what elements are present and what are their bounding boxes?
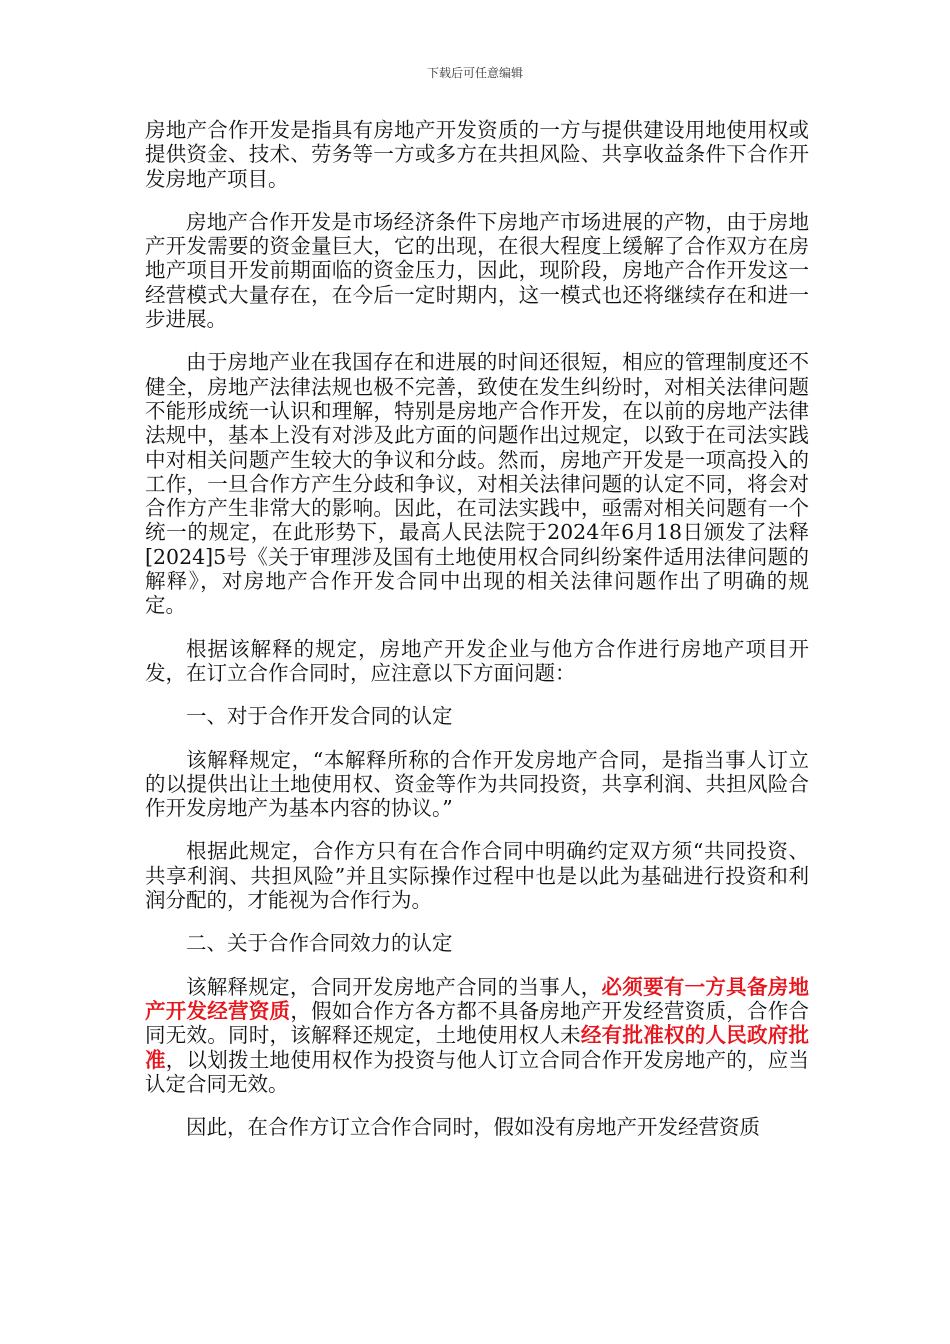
section-heading-1: 一、对于合作开发合同的认定 [186, 704, 453, 729]
paragraph-background: 房地产合作开发是市场经济条件下房地产市场进展的产物，由于房地产开发需要的资金量巨大，它的出现，在很大程度上缓解了合作双方在房地产项目开发前期面临的资金压力，因此，现阶段，房地产合作开发这一经营模式大量存在，在今后一定时期内，这一模式也还将继续存在和进一步进展。 [145, 209, 809, 332]
validity-text-2: ，假如合作方各方都不具备房地产开发经营资质，合作合同无效。同时，该解释还规定，土地使用权人未 [145, 998, 810, 1048]
highlight-qualification: 必须要有一方具备房地产开发经营资质 [145, 974, 810, 1023]
paragraph-conclusion: 因此，在合作方订立合作合同时，假如没有房地产开发经营资质 [186, 1115, 760, 1140]
highlight-government-approval: 经有批准权的人民政府批准 [145, 1023, 810, 1072]
section-heading-2: 二、关于合作合同效力的认定 [186, 931, 453, 956]
validity-text-3: ，以划拨土地使用权作为投资与他人订立合同合作开发房地产的，应当认定合同无效。 [145, 1047, 810, 1096]
paragraph-contract-validity [145, 975, 809, 1096]
page-header: 下载后可任意编辑 [426, 66, 523, 80]
validity-text-1: 该解释规定，合同开发房地产合同的当事人， [186, 974, 602, 999]
paragraph-contract-definition: 该解释规定，“本解释所称的合作开发房地产合同，是指当事人订立的以提供出让土地使用权、资金等作为共同投资，共享利润、共担风险合作开发房地产为基本内容的协议。” [145, 747, 809, 821]
paragraph-intro-issues: 根据该解释的规定，房地产开发企业与他方合作进行房地产项目开发，在订立合作合同时，应注意以下方面问题： [145, 636, 809, 685]
paragraph-cooperation-criteria: 根据此规定，合作方只有在合作合同中明确约定双方须“共同投资、共享利润、共担风险”并且实际操作过程中也是以此为基础进行投资和利润分配的，才能视为合作行为。 [145, 839, 809, 913]
document-body [145, 118, 809, 1158]
paragraph-legal-context: 由于房地产业在我国存在和进展的时间还很短，相应的管理制度还不健全，房地产法律法规也极不完善，致使在发生纠纷时，对相关法律问题不能形成统一认识和理解，特别是房地产合作开发，在以前的房地产法律法规中，基本上没有对涉及此方面的问题作出过规定，以致于在司法实践中对相关问题产生较大的争议和分歧。然而，房地产开发是一项高投入的工作，一旦合作方产生分歧和争议，对相关法律问题的认定不同，将会对合作方产生非常大的影响。因此，在司法实践中，亟需对相关问题有一个统一的规定，在此形势下，最高人民法院于2024年6月18日颁发了法释[2024]5号《关于审理涉及国有土地使用权合同纠纷案件适用法律问题的解释》，对房地产合作开发合同中出现的相关法律问题作出了明确的规定。 [145, 350, 809, 618]
paragraph-definition: 房地产合作开发是指具有房地产开发资质的一方与提供建设用地使用权或提供资金、技术、劳务等一方或多方在共担风险、共享收益条件下合作开发房地产项目。 [145, 118, 809, 191]
